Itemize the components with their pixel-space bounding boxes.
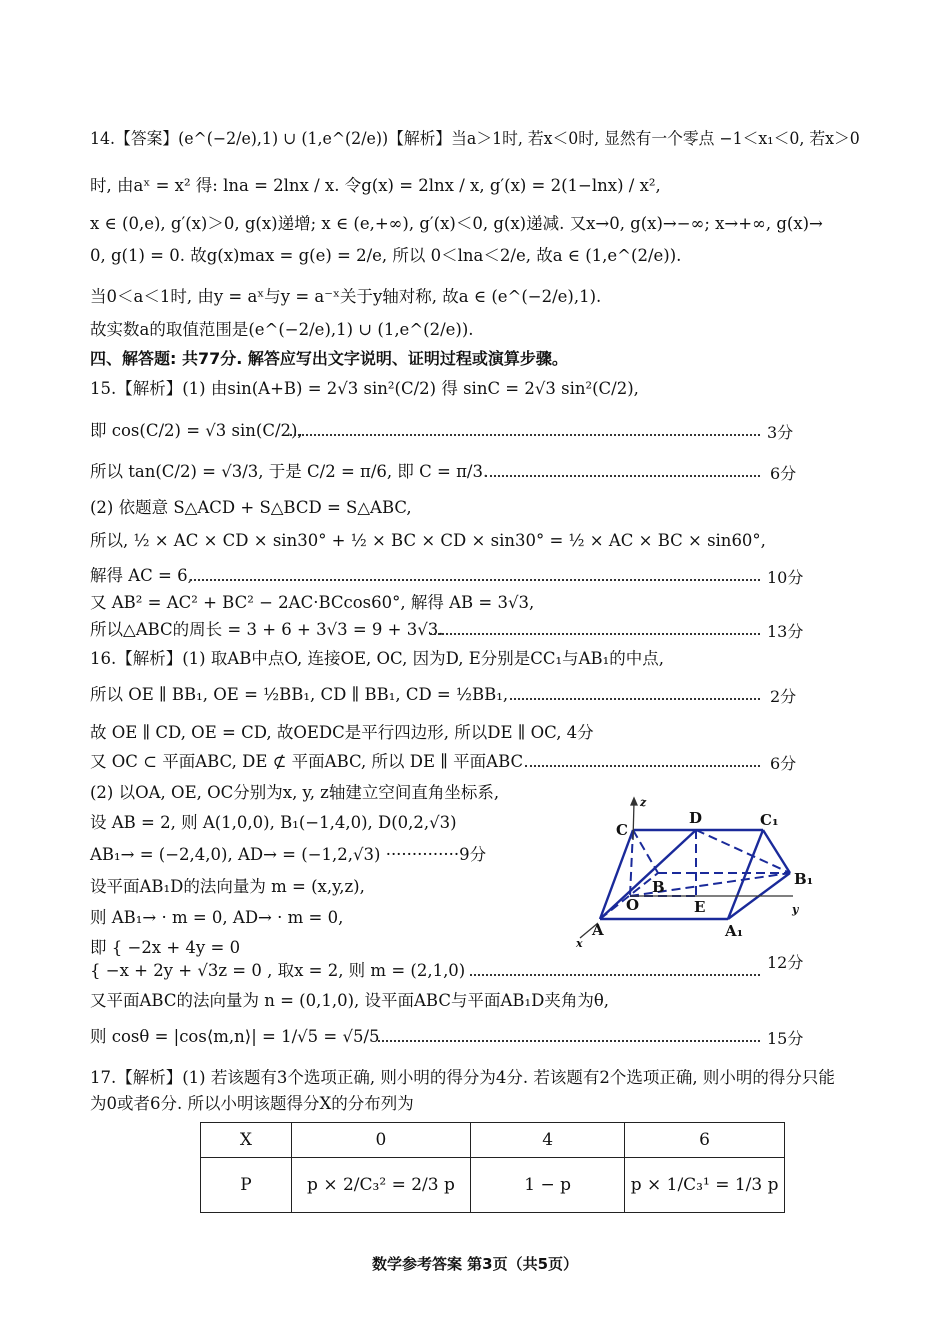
label-C: C: [616, 821, 628, 839]
leader-dots: [378, 1040, 760, 1042]
score-label: 12分: [767, 953, 804, 972]
q16-line-2: 所以 OE ∥ BB₁, OE = ½BB₁, CD ∥ BB₁, CD = ½BB₁,: [90, 685, 509, 704]
header-cell: 0: [291, 1123, 470, 1158]
label-A1: A₁: [725, 922, 744, 940]
q14-line-4: 0, g(1) = 0. 故g(x)max = g(e) = 2/e, 所以 0＜lna＜2/e, 故a ∈ (1,e^(2/e)).: [90, 246, 682, 265]
label-z: z: [640, 796, 647, 809]
q14-line-5: 当0＜a＜1时, 由y = aˣ与y = a⁻ˣ关于y轴对称, 故a ∈ (e^(−2/e),1).: [90, 287, 602, 306]
table-row: [201, 1158, 785, 1213]
q16-line-10a: 即 { −2x + 4y = 0: [90, 938, 241, 957]
label-O: O: [626, 896, 640, 914]
leader-dots: [290, 434, 760, 436]
q15-line-5: 所以, ½ × AC × CD × sin30° + ½ × BC × CD × sin30° = ½ × AC × BC × sin60°,: [90, 531, 766, 550]
table-cell: p × 2/C₃² = 2/3 p: [291, 1158, 470, 1213]
z-arrow: [631, 798, 637, 805]
label-x: x: [576, 937, 583, 950]
section-heading: 四、解答题: 共77分. 解答应写出文字说明、证明过程或演算步骤。: [90, 349, 568, 368]
table-cell: 1 − p: [471, 1158, 625, 1213]
page-footer: 数学参考答案 第3页（共5页）: [371, 1255, 579, 1273]
z-axis: [633, 802, 634, 840]
q15-line-8: 所以△ABC的周长 = 3 + 6 + 3√3 = 9 + 3√3.: [90, 620, 444, 639]
header-cell: 6: [625, 1123, 785, 1158]
score-label: 6分: [770, 464, 797, 483]
q16-line-10b: { −x + 2y + √3z = 0 , 取x = 2, 则 m = (2,1,0): [90, 961, 466, 980]
q16-line-4: 又 OC ⊂ 平面ABC, DE ⊄ 平面ABC, 所以 DE ∥ 平面ABC: [90, 752, 524, 771]
q16-line-1: 16.【解析】(1) 取AB中点O, 连接OE, OC, 因为D, E分别是CC₁与AB₁的中点,: [90, 649, 665, 668]
q14-line-6: 故实数a的取值范围是(e^(−2/e),1) ∪ (1,e^(2/e)).: [90, 320, 474, 339]
q15-line-1: 15.【解析】(1) 由sin(A+B) = 2√3 sin²(C/2) 得 sinC = 2√3 sin²(C/2),: [90, 379, 639, 398]
leader-dots: [510, 698, 760, 700]
score-label: 3分: [767, 423, 794, 442]
prism-figure: [568, 792, 818, 952]
q16-line-5: (2) 以OA, OE, OC分别为x, y, z轴建立空间直角坐标系,: [90, 783, 500, 802]
q16-line-11: 又平面ABC的法向量为 n = (0,1,0), 设平面ABC与平面AB₁D夹角为θ,: [90, 991, 610, 1010]
score-label: 13分: [767, 622, 804, 641]
q14-line-3: x ∈ (0,e), g′(x)＞0, g(x)递增; x ∈ (e,+∞), g′(x)＜0, g(x)递减. 又x→0, g(x)→−∞; x→+∞, g(x)→: [90, 214, 823, 233]
leader-dots: [190, 579, 760, 581]
distribution-table: [200, 1122, 785, 1213]
table-header-row: [201, 1123, 785, 1158]
label-y: y: [792, 903, 799, 916]
label-B: B: [652, 878, 665, 896]
edge-AD: [600, 830, 696, 919]
q17-line-2: 为0或者6分. 所以小明该题得分X的分布列为: [90, 1094, 414, 1113]
q15-line-2: 即 cos(C/2) = √3 sin(C/2),: [90, 421, 303, 440]
q16-line-12: 则 cosθ = |cos⟨m,n⟩| = 1/√5 = √5/5: [90, 1027, 380, 1046]
q15-line-6: 解得 AC = 6,: [90, 566, 193, 585]
q14-line-1: 14.【答案】(e^(−2/e),1) ∪ (1,e^(2/e))【解析】当a＞1时, 若x＜0时, 显然有一个零点 −1＜x₁＜0, 若x＞0: [90, 129, 860, 148]
q16-line-7: AB₁→ = (−2,4,0), AD→ = (−1,2,√3) ··············9分: [90, 845, 487, 864]
q15-line-7: 又 AB² = AC² + BC² − 2AC·BCcos60°, 解得 AB = 3√3,: [90, 593, 535, 612]
label-E: E: [694, 898, 706, 916]
label-A: A: [592, 921, 604, 939]
leader-dots: [470, 974, 760, 976]
score-label: 2分: [770, 687, 797, 706]
score-label: 6分: [770, 754, 797, 773]
leader-dots: [485, 475, 760, 477]
header-cell: 4: [471, 1123, 625, 1158]
q14-line-2: 时, 由aˣ = x² 得: lna = 2lnx / x. 令g(x) = 2lnx / x, g′(x) = 2(1−lnx) / x²,: [90, 176, 661, 195]
edge-CB: [633, 830, 658, 873]
q16-line-3: 故 OE ∥ CD, OE = CD, 故OEDC是平行四边形, 所以DE ∥ OC, 4分: [90, 723, 594, 742]
score-label: 15分: [767, 1029, 804, 1048]
score-label: 10分: [767, 568, 804, 587]
q15-line-3: 所以 tan(C/2) = √3/3, 于是 C/2 = π/6, 即 C = π/3.: [90, 462, 489, 481]
header-cell-x: X: [201, 1123, 292, 1158]
q16-line-8: 设平面AB₁D的法向量为 m = (x,y,z),: [90, 877, 365, 896]
label-C1: C₁: [760, 811, 779, 829]
q15-line-4: (2) 依题意 S△ACD + S△BCD = S△ABC,: [90, 498, 412, 517]
row-label-p: P: [201, 1158, 292, 1213]
label-B1: B₁: [794, 870, 814, 888]
q17-line-1: 17.【解析】(1) 若该题有3个选项正确, 则小明的得分为4分. 若该题有2个选项正确, 则小明的得分只能: [90, 1068, 835, 1087]
leader-dots: [525, 765, 760, 767]
table-cell: p × 1/C₃¹ = 1/3 p: [625, 1158, 785, 1213]
q16-line-9: 则 AB₁→ · m = 0, AD→ · m = 0,: [90, 908, 344, 927]
q16-line-6: 设 AB = 2, 则 A(1,0,0), B₁(−1,4,0), D(0,2,√3): [90, 813, 457, 832]
label-D: D: [689, 809, 703, 827]
leader-dots: [430, 633, 760, 635]
